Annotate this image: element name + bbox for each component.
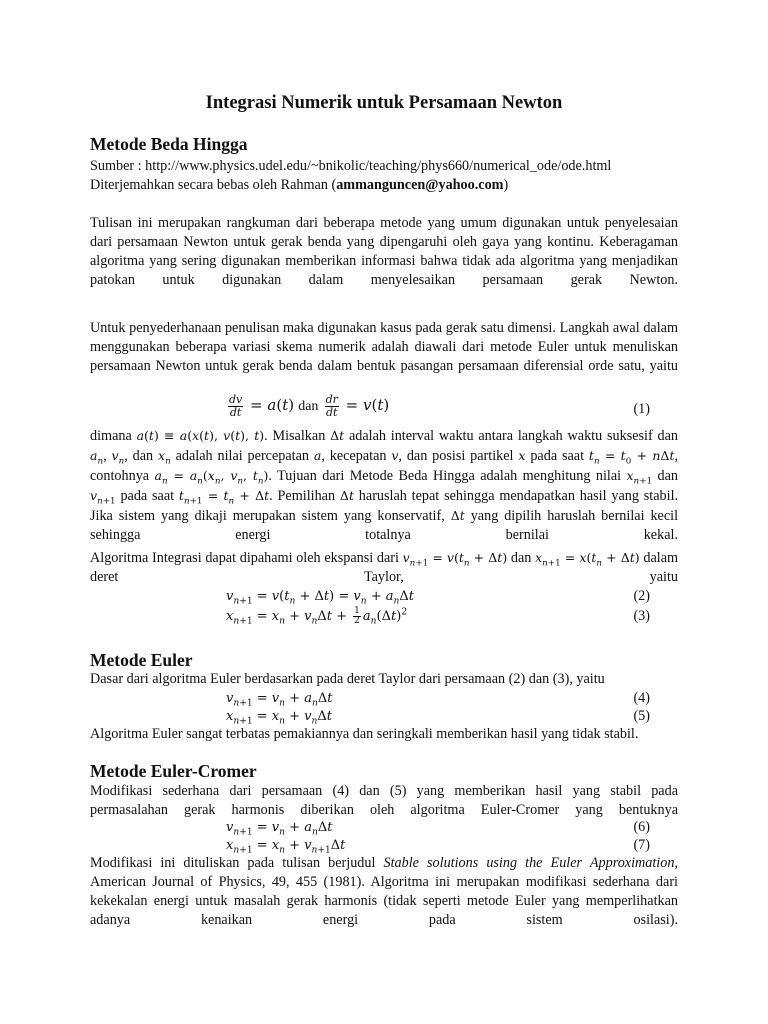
definitions-text: yang dipilih haruslah bernilai kecil sehingga energi totalnya bernilai kekal. xyxy=(90,508,679,543)
equation-6-formula: $v_{n+1} = v_n + a_n\Delta t$ xyxy=(226,820,333,838)
definitions-text: , contohnya xyxy=(90,448,679,484)
taylor-text: dalam deret Taylor, yaitu xyxy=(90,550,679,585)
equation-5-formula: $x_{n+1} = x_n + v_n\Delta t$ xyxy=(226,709,332,727)
definitions-text: . Pemilihan xyxy=(269,488,336,504)
taylor-text: dan xyxy=(510,550,532,566)
euler-cromer-intro-text: Modifikasi sederhana dari persamaan (4) dan (5) yang memberikan hasil yang stabil pada permasalahan gerak harmonis diberikan oleh algoritma Euler-Cromer yang bentuknya xyxy=(90,783,678,818)
euler-cromer-intro xyxy=(90,782,678,820)
equation-1-formula: $\frac{dv}{dt}$ = a(t) dan $\frac{dr}{dt}$ = v(t) xyxy=(229,393,390,419)
taylor-paragraph: Algoritma Integrasi dapat dipahami oleh ekspansi dari $v_{n+1} = v(t_n + \Delta t)$ dan $x_{n+1} = x(t_n + \Delta t)$ dalam deret Taylor, yaitu xyxy=(90,550,679,585)
equation-4-number: (4) xyxy=(633,690,650,706)
equation-7-formula: $x_{n+1} = x_n + v_{n+1}\Delta t$ xyxy=(226,838,346,856)
equation-3-formula: $x_{n+1} = x_n + v_n\Delta t$ + $\frac{1}{2}$ $a_n(\Delta t)^2$ xyxy=(226,606,408,627)
definitions-paragraph: dimana a(t) ≡ a(x(t), v(t), t). Misalkan Δt adalah interval waktu antara langkah waktu suksesif dan $a_n$, $v_n$, dan $x_n$ adalah nilai percepatan a, kecepatan v, dan posisi partikel x pada saat $t_n = t_0 + n\Delta t$, contohnya $a_n = a_n(x_n$, $v_n$, $t_n$). Tujuan dari Metode Beda Hingga adalah menghitung nilai $x_{n+1}$ dan $v_{n+1}$ pada saat $t_{n+1} = t_n + \Delta t$. Pemilihan Δt haruslah tepat sehingga mendapatkan hasil yang stabil. Jika sistem yang dikaji merupakan sistem yang konservatif, Δt yang dipilih haruslah bernilai kecil sehingga energi totalnya bernilai kekal. xyxy=(90,428,679,543)
section-heading-euler: Metode Euler xyxy=(90,650,193,670)
setup-paragraph xyxy=(90,319,678,376)
section-heading-euler-cromer: Metode Euler-Cromer xyxy=(90,761,257,781)
translator-suffix: ) xyxy=(503,177,509,193)
document-title: Integrasi Numerik untuk Persamaan Newton xyxy=(205,93,563,113)
equation-4-formula: $v_{n+1} = v_n + a_n\Delta t$ xyxy=(226,691,333,709)
equation-1-number: (1) xyxy=(633,401,650,417)
equation-3 xyxy=(90,607,678,627)
euler-intro: Dasar dari algoritma Euler berdasarkan pada deret Taylor dari persamaan (2) dan (3), yaitu xyxy=(90,671,605,687)
equation-7-number: (7) xyxy=(633,837,650,853)
equation-2-number: (2) xyxy=(633,588,650,604)
definitions-text: pada saat xyxy=(530,448,585,464)
equation-7 xyxy=(90,836,678,856)
translator-prefix: Diterjemahkan secara bebas oleh Rahman ( xyxy=(90,177,337,193)
definitions-text: adalah nilai percepatan xyxy=(175,448,309,464)
setup-paragraph-text: Untuk penyederhanaan penulisan maka digunakan kasus pada gerak satu dimensi. Langkah awal dalam menggunakan beberapa variasi skema numerik adalah diawali dari metode Euler untuk menuliskan persamaan Newton untuk gerak benda dalam bentuk pasangan persamaan diferensial orde satu, yaitu xyxy=(90,320,678,374)
euler-cromer-reference xyxy=(90,854,678,930)
definitions-text: , dan posisi partikel xyxy=(398,448,514,464)
equation-6 xyxy=(90,818,678,838)
definitions-text: pada saat xyxy=(120,488,175,504)
definitions-text: haruslah tepat sehingga mendapatkan hasil yang stabil. Jika sistem yang dikaji merupakan sistem yang konservatif, xyxy=(90,488,679,524)
translator-email: ammanguncen@yahoo.com xyxy=(336,177,504,193)
intro-paragraph xyxy=(90,214,678,290)
definitions-text: . Tujuan dari Metode Beda Hingga adalah menghitung nilai xyxy=(268,468,622,484)
equation-2 xyxy=(90,587,678,607)
equation-1 xyxy=(90,394,678,426)
reference-prefix: Modifikasi ini dituliskan pada tulisan berjudul xyxy=(90,855,384,871)
definitions-text: dan xyxy=(657,468,679,484)
source-line: Sumber : http://www.physics.udel.edu/~bnikolic/teaching/phys660/numerical_ode/ode.html xyxy=(90,158,612,174)
reference-title: Stable solutions using the Euler Approximation xyxy=(383,855,675,871)
equation-3-number: (3) xyxy=(633,608,650,624)
equation-5-number: (5) xyxy=(633,708,650,724)
equation-6-number: (6) xyxy=(633,819,650,835)
section-heading-beda-hingga: Metode Beda Hingga xyxy=(90,134,248,154)
reference-suffix: , American Journal of Physics, 49, 455 (1981). Algoritma ini merupakan modifikasi sederhana dari kekekalan energi untuk masalah gerak harmonis (tidak seperti metode Euler yang memperlihatkan adanya kenaikan energi pada sistem osilasi). xyxy=(90,855,678,928)
translator-line xyxy=(90,176,678,195)
equation-4 xyxy=(90,689,678,709)
equation-5 xyxy=(90,707,678,727)
definitions-text: . Misalkan xyxy=(264,428,326,444)
euler-remark: Algoritma Euler sangat terbatas pemakiannya dan seringkali memberikan hasil yang tidak stabil. xyxy=(90,726,639,742)
definitions-text: , kecepatan xyxy=(321,448,387,464)
definitions-text: adalah interval waktu antara langkah waktu suksesif dan xyxy=(348,428,678,444)
intro-paragraph-text: Tulisan ini merupakan rangkuman dari beberapa metode yang umum digunakan untuk penyelesaian dari persamaan Newton untuk gerak benda yang dipengaruhi oleh gaya yang kontinu. Keberagaman algoritma yang sering digunakan memberikan informasi bahwa tidak ada algoritma yang menjadikan patokan untuk digunakan dalam menyelesaikan persamaan gerak Newton. xyxy=(90,215,678,288)
definitions-text: , dan xyxy=(124,448,154,464)
definitions-text: dimana xyxy=(90,428,132,444)
definitions-text: , xyxy=(103,448,107,464)
equation-1-connector: dan xyxy=(298,399,319,414)
equation-2-formula: $v_{n+1} = v(t_n + \Delta t) = v_n + a_n\Delta t$ xyxy=(226,589,414,607)
taylor-text: Algoritma Integrasi dapat dipahami oleh ekspansi dari xyxy=(90,550,399,566)
